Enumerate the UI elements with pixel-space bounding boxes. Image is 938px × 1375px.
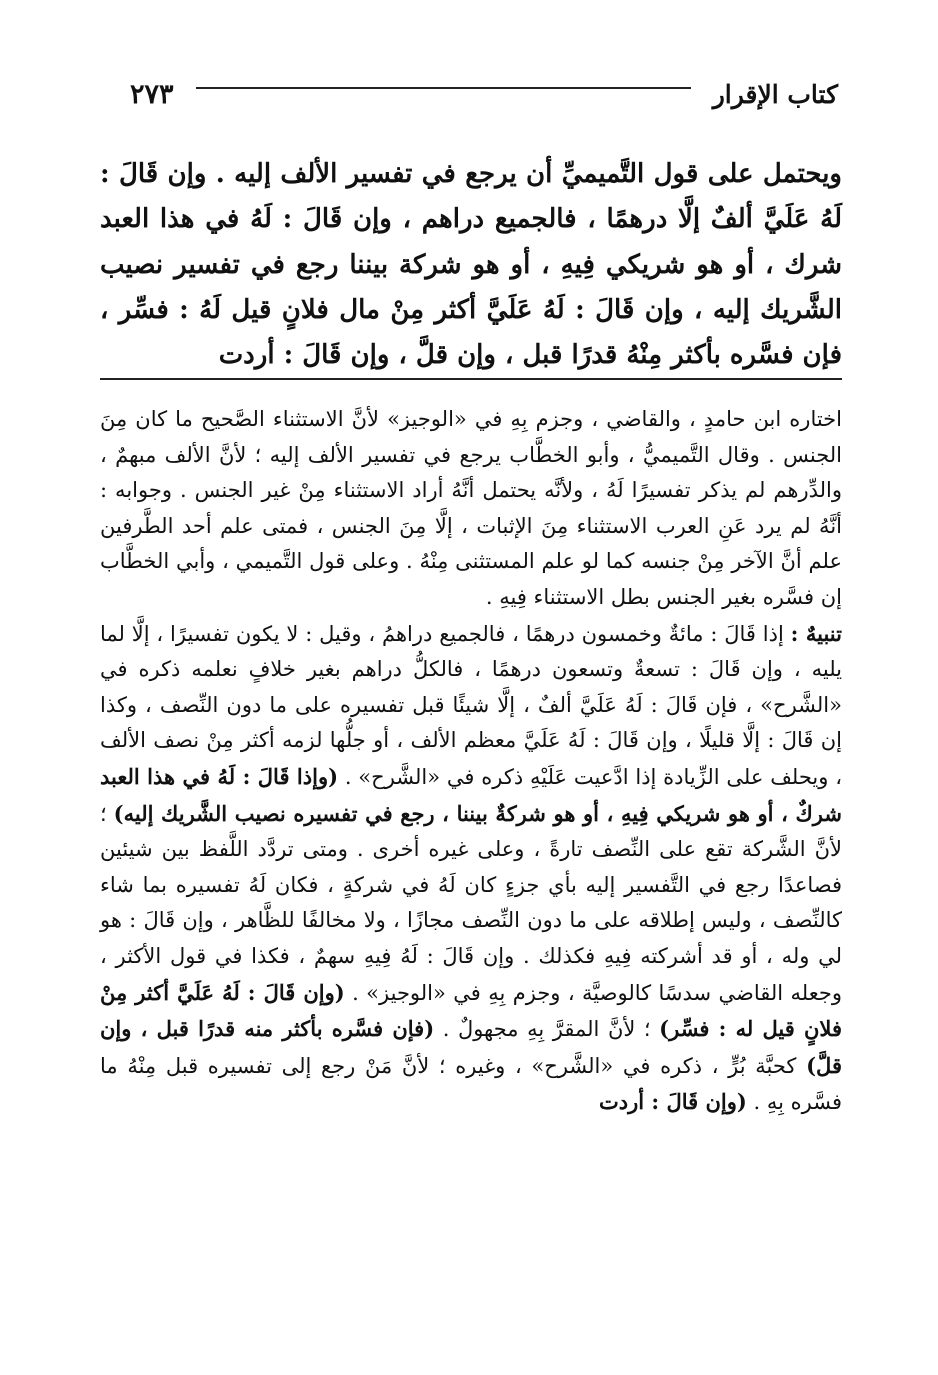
page-header [130, 72, 838, 116]
page-number: ٢٧٣ [130, 78, 174, 110]
commentary-text: كحبَّة بُرٍّ ، ذكره في «الشَّرح» ، وغيره ؛ لأنَّ مَنْ رجع إلى تفسيره قبل مِنْهُ ما فسَّره بِهِ . [100, 1053, 842, 1115]
quoted-main-text: (وإن قَالَ : أردت [599, 1089, 747, 1115]
commentary-text: ؛ لأنَّ الشَّركة تقع على النِّصف تارةً ، وعلى غيره أخرى . ومتى تردَّد اللَّفظ بين شيئين فصاعدًا رجع في التَّفسير إليه بأي جزءٍ كان لَهُ في شركةٍ ، فكان لَهُ تفسيره بما شاء كالنِّصف ، وليس إطلاقه على ما دون النِّصف مجازًا ، ولا مخالفًا للظَّاهر ، وإن قَالَ : هو لي وله ، أو قد أشركته فِيهِ فكذلك . وإن قَالَ : لَهُ فِيهِ سهمٌ ، فكذا في قول الأكثر ، وجعله القاضي سدسًا كالوصيَّة ، وجزم بِهِ في «الوجيز» . [100, 801, 843, 1005]
main-text-rule [100, 378, 842, 380]
header-rule [196, 87, 691, 89]
commentary [100, 402, 842, 1121]
quoted-main-text: (وإن قَالَ : لَهُ عَلَيَّ أكثر مِنْ فلانٍ قيل له : فسِّر) [100, 979, 842, 1042]
quoted-main-text: (وإذا قَالَ : لَهُ في هذا العبد شركٌ ، أو هو شريكي فِيهِ ، أو هو شركةٌ بيننا ، رجع في تفسيره نصيب الشَّريك إليه) [100, 763, 842, 826]
commentary-paragraph-2 [100, 616, 842, 1121]
running-title: كتاب الإقرار [712, 79, 838, 109]
commentary-paragraph-1: اختاره ابن حامدٍ ، والقاضي ، وجزم بِهِ في «الوجيز» لأنَّ الاستثناء الصَّحيح ما كان مِنَ الجنس . وقال التَّميميُّ ، وأبو الخطَّاب يرجع في تفسير الألف إليه ؛ لأنَّ الألف مبهمٌ ، والدِّرهم لم يذكر تفسيرًا لَهُ ، ولأنَّه يحتمل أنَّهُ أراد الاستثناء مِنْ غير الجنس . وجوابه : أنَّهُ لم يرد عَنِ العرب الاستثناء مِنَ الإثبات ، إلَّا مِنَ الجنس ، فمتى علم أحد الطَّرفين علم أنَّ الآخر مِنْ جنسه كما لو علم المستثنى مِنْهُ . وعلى قول التَّميمي ، وأبي الخطَّاب إن فسَّره بغير الجنس بطل الاستثناء فِيهِ . [100, 407, 842, 609]
note-label: تنبيهٌ : [790, 620, 842, 646]
main-text: ويحتمل على قول التَّميميِّ أن يرجع في تفسير الألف إليه . وإن قَالَ : لَهُ عَلَيَّ ألفٌ إلَّا درهمًا ، فالجميع دراهم ، وإن قَالَ : لَهُ في هذا العبد شرك ، أو هو شريكي فِيهِ ، أو هو شركة بيننا رجع في تفسير نصيب الشَّريك إليه ، وإن قَالَ : لَهُ عَلَيَّ أكثر مِنْ مال فلانٍ قيل لَهُ : فسِّر ، فإن فسَّره بأكثر مِنْهُ قدرًا قبل ، وإن قلَّ ، وإن قَالَ : أردت [100, 159, 842, 371]
quoted-main-text: (فإن فسَّره بأكثر منه قدرًا قبل ، وإن قلَّ) [100, 1016, 842, 1078]
commentary-text: إذا قَالَ : مائةٌ وخمسون درهمًا ، فالجميع دراهمُ ، وقيل : لا يكون تفسيرًا ، إلَّا لما يليه ، وإن قَالَ : تسعةٌ وتسعون درهمًا ، فالكلُّ دراهم بغير خلافٍ نعلمه ذكره في «الشَّرح» ، فإن قَالَ : لَهُ عَلَيَّ ألفٌ ، إلَّا شيئًا قبل تفسيره على ما دون النِّصف ، وكذا إن قَالَ : إلَّا قليلًا ، وإن قَالَ : لَهُ عَلَيَّ معظم الألف ، أو جلُّها لزمه أكثر مِنْ نصف الألف ، ويحلف على الزِّيادة إذا ادَّعيت عَلَيْهِ ذكره في «الشَّرح» . [100, 621, 843, 789]
commentary-text: ؛ لأنَّ المقرَّ بِهِ مجهولٌ . [434, 1017, 660, 1042]
